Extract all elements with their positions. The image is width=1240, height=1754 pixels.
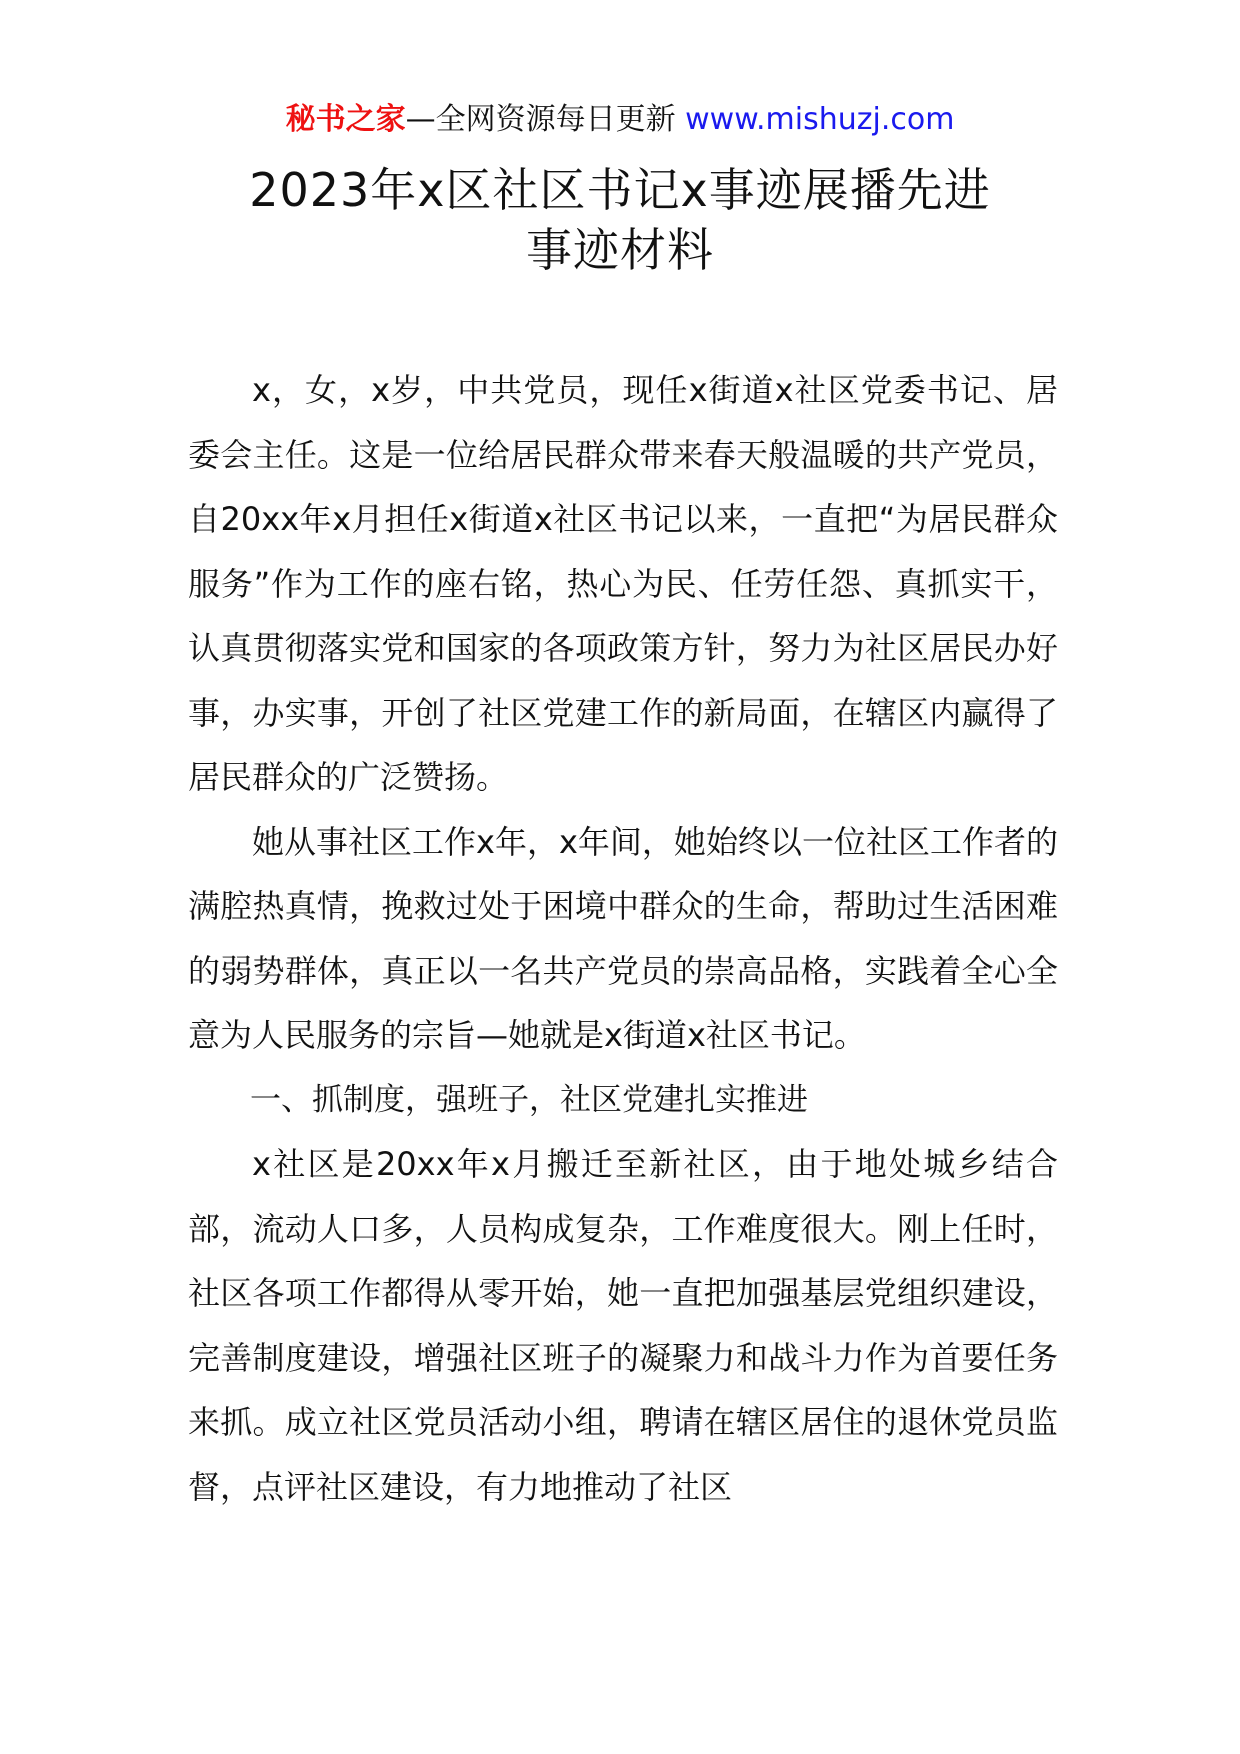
paragraph-section-one: x社区是20xx年x月搬迁至新社区，由于地处城乡结合部，流动人口多，人员构成复杂，工作难度很大。刚上任时，社区各项工作都得从零开始，她一直把加强基层党组织建设，完善制度建设，增强社区班子的凝聚力和战斗力作为首要任务来抓。成立社区党员活动小组，聘请在辖区居住的退休党员监督，点评社区建设，有力地推动了社区 bbox=[188, 1145, 1058, 1506]
paragraph-intro: x，女，x岁，中共党员，现任x街道x社区党委书记、居委会主任。这是一位给居民群众带来春天般温暖的共产党员，自20xx年x月担任x街道x社区书记以来，一直把“为居民群众服务”作为工作的座右铭，热心为民、任劳任怨、真抓实干，认真贯彻落实党和国家的各项政策方针，努力为社区居民办好事，办实事，开创了社区党建工作的新局面，在辖区内赢得了居民群众的广泛赞扬。 bbox=[188, 371, 1058, 796]
site-link[interactable]: www.mishuzj.com bbox=[685, 102, 955, 137]
paragraph-career: 她从事社区工作x年，x年间，她始终以一位社区工作者的满腔热真情，挽救过处于困境中群众的生命，帮助过生活困难的弱势群体，真正以一名共产党员的崇高品格，实践着全心全意为人民服务的宗旨—她就是x街道x社区书记。 bbox=[188, 822, 1058, 1054]
document-body bbox=[188, 358, 1058, 1519]
document-title bbox=[0, 160, 1240, 280]
site-header bbox=[0, 100, 1240, 140]
title-line-2: 事迹材料 bbox=[526, 223, 714, 277]
title-line-1: 2023年x区社区书记x事迹展播先进 bbox=[249, 163, 991, 217]
section-heading: 一、抓制度，强班子，社区党建扎实推进 bbox=[250, 1081, 808, 1118]
header-tagline: —全网资源每日更新 bbox=[405, 102, 676, 137]
brand-name: 秘书之家 bbox=[285, 102, 406, 137]
